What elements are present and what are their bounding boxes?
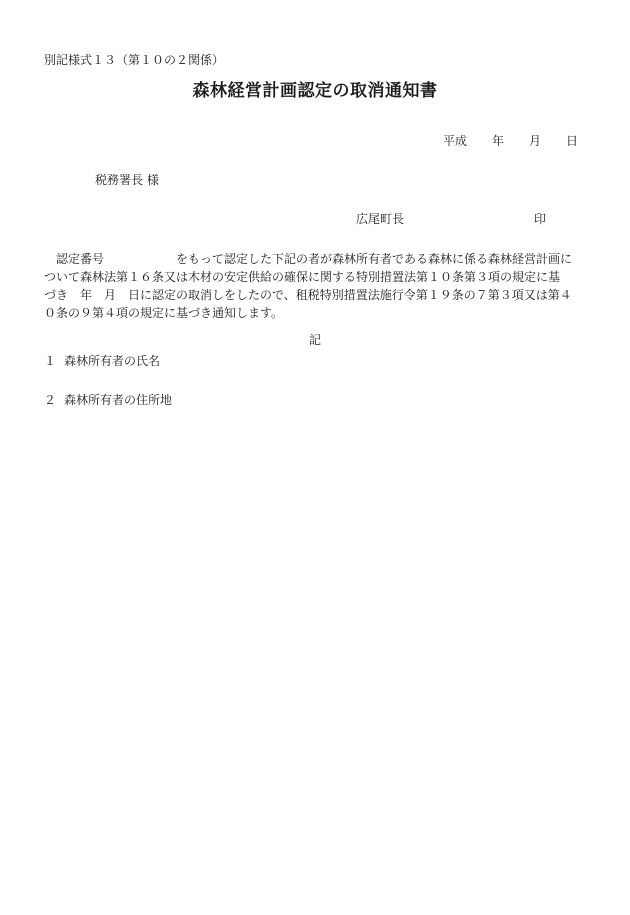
- date-month: 月: [529, 134, 542, 148]
- body-line: づき 年 月 日に認定の取消しをしたので、租税特別措置法施行令第１９条の７第３項又は第４: [44, 288, 572, 302]
- sender-name: 広尾町長: [356, 212, 405, 226]
- date-day: 日: [566, 134, 579, 148]
- document-title: 森林経営計画認定の取消通知書: [192, 81, 438, 101]
- item-number: １: [44, 354, 57, 368]
- item-label: 森林所有者の住所地: [64, 393, 173, 407]
- addressee: 税務署長 様: [95, 173, 159, 187]
- item-number: ２: [44, 393, 57, 407]
- item-label: 森林所有者の氏名: [64, 354, 161, 368]
- form-identifier: 別記様式１３（第１０の２関係）: [44, 53, 225, 67]
- ki-heading: 記: [308, 333, 321, 347]
- seal-mark: 印: [534, 212, 547, 226]
- body-line: ついて森林法第１６条又は木材の安定供給の確保に関する特別措置法第１０条第３項の規定に基: [44, 270, 561, 284]
- body-line: 認定番号 をもって認定した下記の者が森林所有者である森林に係る森林経営計画に: [44, 252, 573, 266]
- date-year: 年: [492, 134, 505, 148]
- date-era: 平成: [443, 134, 468, 148]
- list-item: [44, 392, 172, 408]
- body-paragraph: [44, 250, 586, 322]
- body-line: ０条の９第４項の規定に基づき通知します。: [44, 306, 284, 320]
- list-item: [44, 353, 160, 369]
